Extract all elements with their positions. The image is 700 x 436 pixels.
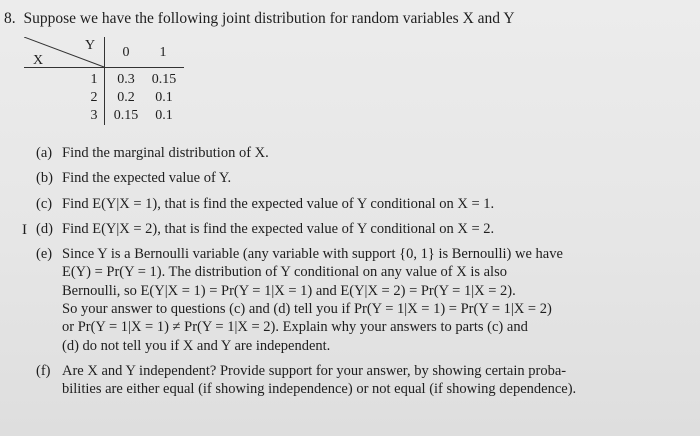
table-cell: 0.3 xyxy=(117,72,135,87)
joint-distribution-table xyxy=(24,37,189,127)
part-text-line: or Pr(Y = 1|X = 1) ≠ Pr(Y = 1|X = 2). Explain why your answers to parts (c) and xyxy=(62,319,528,336)
table-col-header-1: 1 xyxy=(159,45,167,60)
table-cell: 0.15 xyxy=(151,72,177,87)
part-text-line: Are X and Y independent? Provide support for your answer, by showing certain proba- xyxy=(62,362,567,379)
part-label: (f) xyxy=(36,362,51,379)
part-b xyxy=(28,169,688,187)
part-c xyxy=(28,195,688,213)
part-f xyxy=(28,362,688,399)
question-title xyxy=(4,10,515,28)
part-label: (e) xyxy=(36,246,53,263)
part-text-line: Since Y is a Bernoulli variable (any variable with support {0, 1} is Bernoulli) we have xyxy=(62,246,563,263)
table-cell: 0.15 xyxy=(113,108,139,123)
part-text-line: E(Y) = Pr(Y = 1). The distribution of Y conditional on any value of X is also xyxy=(62,264,507,281)
part-label: (d) xyxy=(36,220,53,237)
part-e xyxy=(28,245,688,355)
table-row-label-3: 3 xyxy=(90,108,98,123)
part-label: (a) xyxy=(36,145,53,161)
part-text: Find the marginal distribution of X. xyxy=(62,145,269,161)
part-text-line: Bernoulli, so E(Y|X = 1) = Pr(Y = 1|X = 1) and E(Y|X = 2) = Pr(Y = 1|X = 2). xyxy=(62,282,516,299)
part-text-line: (d) do not tell you if X and Y are independent. xyxy=(62,337,331,354)
part-label: (b) xyxy=(36,170,53,187)
table-row-label-1: 1 xyxy=(90,72,98,87)
table-col-var-label: Y xyxy=(84,38,96,53)
question-prompt: Suppose we have the following joint distribution for random variables X and Y xyxy=(23,10,515,27)
question-number: 8. xyxy=(4,10,16,27)
table-horizontal-rule xyxy=(24,67,184,68)
part-text: Find E(Y|X = 1), that is find the expected value of Y conditional on X = 1. xyxy=(62,195,495,212)
part-d xyxy=(22,220,688,238)
part-text: Find the expected value of Y. xyxy=(62,170,232,187)
table-row-label-2: 2 xyxy=(90,90,98,105)
question-parts xyxy=(22,144,688,406)
part-text: Find E(Y|X = 2), that is find the expected value of Y conditional on X = 2. xyxy=(62,220,495,237)
part-a xyxy=(28,144,688,162)
table-cell: 0.2 xyxy=(117,90,135,105)
table-cell: 0.1 xyxy=(155,108,173,123)
table-vertical-rule xyxy=(104,37,105,125)
table-col-header-0: 0 xyxy=(122,45,130,60)
part-text-line: So your answer to questions (c) and (d) tell you if Pr(Y = 1|X = 1) = Pr(Y = 1|X = 2) xyxy=(62,301,552,318)
table-cell: 0.1 xyxy=(155,90,173,105)
part-text-line: bilities are either equal (if showing independence) or not equal (if showing dependence). xyxy=(62,381,577,398)
table-row-var-label: X xyxy=(32,53,44,68)
text-cursor-icon: I xyxy=(22,221,27,238)
part-label: (c) xyxy=(36,195,53,212)
